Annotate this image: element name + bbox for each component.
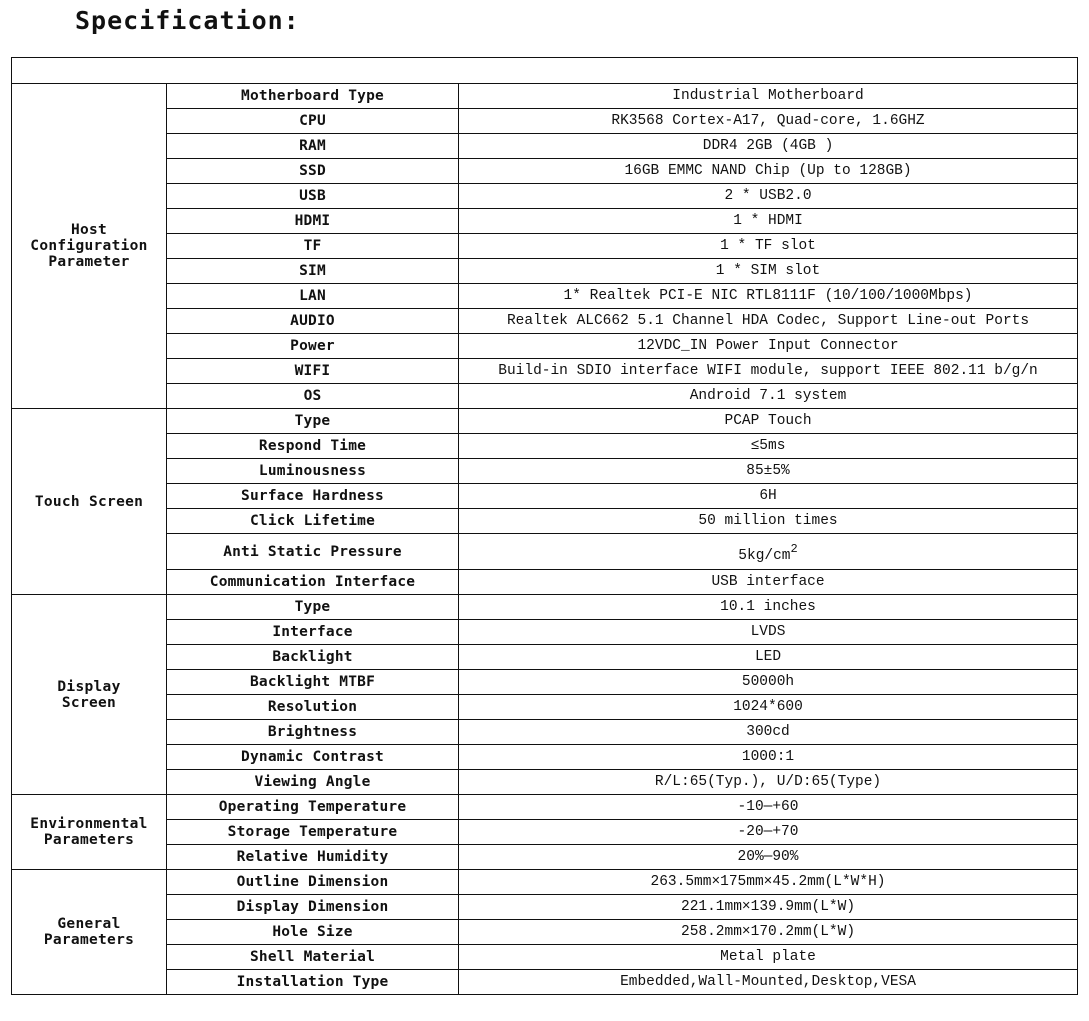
spec-value: 6H <box>459 484 1078 509</box>
table-row <box>12 159 1078 184</box>
table-row <box>12 695 1078 720</box>
spec-value: Industrial Motherboard <box>459 84 1078 109</box>
spec-key: LAN <box>167 284 459 309</box>
spec-value: LED <box>459 645 1078 670</box>
table-row <box>12 134 1078 159</box>
spec-value: Realtek ALC662 5.1 Channel HDA Codec, Support Line-out Ports <box>459 309 1078 334</box>
table-row <box>12 670 1078 695</box>
spec-key: Brightness <box>167 720 459 745</box>
spec-key: Relative Humidity <box>167 845 459 870</box>
spec-value: 2 * USB2.0 <box>459 184 1078 209</box>
spec-key: Power <box>167 334 459 359</box>
spec-value: DDR4 2GB (4GB ) <box>459 134 1078 159</box>
table-row <box>12 409 1078 434</box>
spec-key: AUDIO <box>167 309 459 334</box>
table-row <box>12 284 1078 309</box>
spec-value: 263.5mm×175mm×45.2mm(L*W*H) <box>459 870 1078 895</box>
table-row <box>12 534 1078 570</box>
spec-value-text: 5kg/cm <box>738 547 791 564</box>
spec-key: Viewing Angle <box>167 770 459 795</box>
table-row <box>12 620 1078 645</box>
spec-value: Embedded,Wall-Mounted,Desktop,VESA <box>459 970 1078 995</box>
table-row <box>12 109 1078 134</box>
spec-key: Storage Temperature <box>167 820 459 845</box>
spec-value: 1 * TF slot <box>459 234 1078 259</box>
spec-value: 10.1 inches <box>459 595 1078 620</box>
table-row <box>12 720 1078 745</box>
page-title: Specification: <box>75 6 300 35</box>
spec-key: Luminousness <box>167 459 459 484</box>
spec-value: 85±5% <box>459 459 1078 484</box>
spec-key: Backlight MTBF <box>167 670 459 695</box>
table-row <box>12 570 1078 595</box>
spec-key: Outline Dimension <box>167 870 459 895</box>
spec-key: TF <box>167 234 459 259</box>
group-label-display-screen: Display Screen <box>12 595 167 795</box>
spec-key: Backlight <box>167 645 459 670</box>
spec-value: Android 7.1 system <box>459 384 1078 409</box>
spec-key: RAM <box>167 134 459 159</box>
spec-key: Click Lifetime <box>167 509 459 534</box>
table-row <box>12 645 1078 670</box>
table-row <box>12 309 1078 334</box>
spec-value: USB interface <box>459 570 1078 595</box>
table-row <box>12 970 1078 995</box>
spec-key: OS <box>167 384 459 409</box>
spec-value: PCAP Touch <box>459 409 1078 434</box>
table-row <box>12 745 1078 770</box>
table-row <box>12 334 1078 359</box>
spec-value: LVDS <box>459 620 1078 645</box>
table-row <box>12 870 1078 895</box>
spec-value: ≤5ms <box>459 434 1078 459</box>
table-row <box>12 434 1078 459</box>
spec-key: SIM <box>167 259 459 284</box>
spec-value: -20—+70 <box>459 820 1078 845</box>
spec-key: Type <box>167 409 459 434</box>
table-row <box>12 484 1078 509</box>
table-row <box>12 845 1078 870</box>
table-row <box>12 770 1078 795</box>
table-row <box>12 384 1078 409</box>
spec-key: HDMI <box>167 209 459 234</box>
spec-key: Dynamic Contrast <box>167 745 459 770</box>
spec-value: -10—+60 <box>459 795 1078 820</box>
spec-value: 12VDC_IN Power Input Connector <box>459 334 1078 359</box>
spec-key: WIFI <box>167 359 459 384</box>
spec-value: 50000h <box>459 670 1078 695</box>
table-row <box>12 259 1078 284</box>
spec-value: 300cd <box>459 720 1078 745</box>
table-row <box>12 459 1078 484</box>
spec-value: 1 * SIM slot <box>459 259 1078 284</box>
spec-value: R/L:65(Typ.), U/D:65(Type) <box>459 770 1078 795</box>
table-row <box>12 895 1078 920</box>
spec-key: Display Dimension <box>167 895 459 920</box>
table-row <box>12 945 1078 970</box>
group-label-environmental-parameters: Environmental Parameters <box>12 795 167 870</box>
table-row <box>12 359 1078 384</box>
spec-value: Metal plate <box>459 945 1078 970</box>
spec-key: CPU <box>167 109 459 134</box>
spec-key: Hole Size <box>167 920 459 945</box>
spec-value: 1 * HDMI <box>459 209 1078 234</box>
spec-key: Installation Type <box>167 970 459 995</box>
spec-key: Interface <box>167 620 459 645</box>
spec-value <box>459 534 1078 570</box>
spec-value: 1024*600 <box>459 695 1078 720</box>
spec-value: 1000:1 <box>459 745 1078 770</box>
table-row <box>12 795 1078 820</box>
table-row <box>12 84 1078 109</box>
spec-value: 50 million times <box>459 509 1078 534</box>
table-row <box>12 509 1078 534</box>
group-label-host-configuration: Host Configuration Parameter <box>12 84 167 409</box>
spec-value: Build-in SDIO interface WIFI module, support IEEE 802.11 b/g/n <box>459 359 1078 384</box>
table-row <box>12 184 1078 209</box>
specification-table <box>11 57 1078 995</box>
spec-key: Operating Temperature <box>167 795 459 820</box>
spec-value: 258.2mm×170.2mm(L*W) <box>459 920 1078 945</box>
spec-key: Motherboard Type <box>167 84 459 109</box>
spec-key: SSD <box>167 159 459 184</box>
table-row <box>12 234 1078 259</box>
spec-key: Type <box>167 595 459 620</box>
spec-value: RK3568 Cortex-A17, Quad-core, 1.6GHZ <box>459 109 1078 134</box>
spec-key: Communication Interface <box>167 570 459 595</box>
superscript: 2 <box>790 541 798 556</box>
table-row <box>12 595 1078 620</box>
spec-key: USB <box>167 184 459 209</box>
spec-key: Surface Hardness <box>167 484 459 509</box>
spec-value: 20%—90% <box>459 845 1078 870</box>
table-row <box>12 920 1078 945</box>
group-label-general-parameters: General Parameters <box>12 870 167 995</box>
table-row <box>12 209 1078 234</box>
spec-value: 1* Realtek PCI-E NIC RTL8111F (10/100/1000Mbps) <box>459 284 1078 309</box>
table-row <box>12 820 1078 845</box>
table-header-row <box>12 58 1078 84</box>
spec-key: Anti Static Pressure <box>167 534 459 570</box>
group-label-touch-screen: Touch Screen <box>12 409 167 595</box>
spec-key: Shell Material <box>167 945 459 970</box>
spec-value: 16GB EMMC NAND Chip (Up to 128GB) <box>459 159 1078 184</box>
spec-value: 221.1mm×139.9mm(L*W) <box>459 895 1078 920</box>
spec-key: Respond Time <box>167 434 459 459</box>
spec-key: Resolution <box>167 695 459 720</box>
